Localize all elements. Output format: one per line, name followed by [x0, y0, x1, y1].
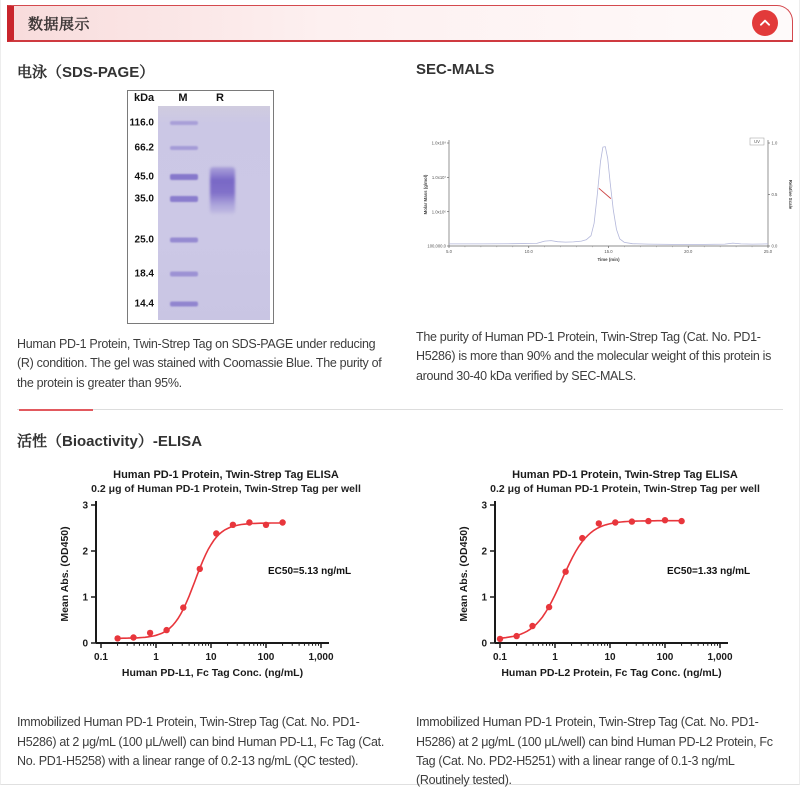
sds-page-column [1, 61, 400, 393]
bioactivity-title: 活性（Bioactivity）-ELISA [17, 433, 203, 451]
svg-text:1: 1 [481, 592, 487, 604]
svg-text:1,000: 1,000 [308, 652, 334, 664]
svg-text:3: 3 [481, 500, 487, 512]
sec-mals-column [400, 61, 799, 393]
gel-marker-kda: 35.0 [134, 193, 154, 205]
sds-page-caption: Human PD-1 Protein, Twin-Strep Tag on SDS-PAGE under reducing (R) condition. The gel was stained with Coomassie Blue. The purity of the protein is greater than 95%. [17, 337, 382, 390]
svg-text:Relative Scale: Relative Scale [788, 179, 793, 210]
svg-text:20.0: 20.0 [684, 249, 693, 254]
svg-text:5.0: 5.0 [446, 249, 452, 254]
gel-marker-band [170, 196, 198, 202]
svg-text:Time (min): Time (min) [597, 257, 620, 262]
svg-text:0.0: 0.0 [771, 243, 778, 249]
svg-text:10.0: 10.0 [524, 249, 533, 254]
elisa-chart-pd-l1 [56, 498, 396, 703]
svg-text:EC50=5.13 ng/mL: EC50=5.13 ng/mL [268, 566, 352, 578]
gel-marker-band [170, 121, 198, 125]
gel-marker-kda: 25.0 [134, 234, 154, 246]
sds-page-title: 电泳（SDS-PAGE） [17, 64, 155, 81]
svg-text:1.0: 1.0 [771, 140, 778, 146]
elisa-charts-section [1, 459, 799, 703]
svg-text:UV: UV [754, 139, 760, 144]
sec-mals-title: SEC-MALS [416, 61, 495, 78]
svg-text:10: 10 [604, 652, 616, 664]
gel-marker-lane-label: M [178, 92, 188, 104]
gel-marker-kda: 116.0 [129, 117, 154, 129]
gel-lane-header [128, 91, 273, 106]
svg-text:1.0x10⁷: 1.0x10⁷ [431, 174, 446, 180]
sec-mals-chart [418, 130, 800, 270]
top-section [1, 61, 799, 393]
svg-text:Mean Abs. (OD450): Mean Abs. (OD450) [59, 526, 71, 622]
svg-text:2: 2 [82, 546, 88, 558]
data-display-header [7, 5, 793, 42]
gel-marker-labels [128, 106, 157, 320]
gel-sample-lane-label: R [216, 92, 224, 104]
svg-text:Mean Abs. (OD450): Mean Abs. (OD450) [458, 526, 470, 622]
svg-text:100: 100 [656, 652, 674, 664]
svg-text:1: 1 [552, 652, 558, 664]
gel-marker-lane [158, 106, 270, 320]
svg-text:Human PD-L1, Fc Tag Conc. (ng/: Human PD-L1, Fc Tag Conc. (ng/mL) [121, 667, 304, 680]
svg-text:1.0x10⁶: 1.0x10⁶ [431, 209, 446, 215]
svg-text:0: 0 [481, 638, 487, 650]
svg-text:0.5: 0.5 [771, 192, 778, 198]
elisa-chart-title: Human PD-1 Protein, Twin-Strep Tag ELISA [512, 469, 738, 482]
svg-text:0.1: 0.1 [493, 652, 507, 664]
elisa-chart-block-pd-l1 [1, 459, 400, 703]
svg-text:15.0: 15.0 [604, 249, 613, 254]
gel-sample-band [210, 167, 235, 214]
scroll-top-button[interactable] [752, 10, 778, 36]
divider-accent [19, 409, 93, 412]
svg-text:2: 2 [481, 546, 487, 558]
svg-text:1: 1 [82, 592, 88, 604]
elisa-chart-block-pd-l2 [400, 459, 799, 703]
gel-marker-kda: 18.4 [134, 268, 154, 280]
elisa-chart-subtitle: 0.2 μg of Human PD-1 Protein, Twin-Strep Tag per well [490, 483, 760, 496]
gel-marker-band [170, 174, 198, 180]
page-title: 数据展示 [28, 15, 91, 33]
elisa-caption-pd-l1: Immobilized Human PD-1 Protein, Twin-Strep Tag (Cat. No. PD1-H5286) at 2 μg/mL (100 μL/well) can bind Human PD-L1, Fc Tag (Cat. No. PD1-H5258) with a linear range of 0.2-13 ng/mL (QC tested). [17, 715, 385, 768]
svg-text:1: 1 [153, 652, 159, 664]
gel-marker-band [170, 272, 198, 277]
svg-text:100: 100 [257, 652, 275, 664]
svg-text:Human PD-L2 Protein, Fc Tag Co: Human PD-L2 Protein, Fc Tag Conc. (ng/mL) [501, 667, 722, 680]
gel-marker-kda: 45.0 [134, 171, 154, 183]
chevron-up-icon [758, 16, 772, 30]
elisa-chart-pd-l2 [455, 498, 795, 703]
elisa-chart-title: Human PD-1 Protein, Twin-Strep Tag ELISA [113, 469, 339, 482]
gel-unit-label: kDa [134, 92, 155, 104]
svg-text:1,000: 1,000 [707, 652, 733, 664]
svg-text:1.0x10⁸: 1.0x10⁸ [431, 140, 446, 146]
sec-mals-caption: The purity of Human PD-1 Protein, Twin-Strep Tag (Cat. No. PD1-H5286) is more than 90% and the molecular weight of this protein is around 30-40 kDa verified by SEC-MALS. [416, 330, 772, 383]
svg-text:0.1: 0.1 [94, 652, 108, 664]
svg-text:10: 10 [205, 652, 217, 664]
gel-marker-kda: 14.4 [134, 298, 154, 310]
gel-marker-kda: 66.2 [134, 142, 154, 154]
svg-text:0: 0 [82, 638, 88, 650]
gel-marker-band [170, 146, 198, 150]
svg-text:100,000.0: 100,000.0 [427, 243, 446, 249]
svg-text:25.0: 25.0 [763, 249, 773, 254]
elisa-chart-subtitle: 0.2 μg of Human PD-1 Protein, Twin-Strep Tag per well [91, 483, 361, 496]
elisa-captions-section [1, 713, 799, 791]
section-divider [17, 409, 783, 410]
svg-text:3: 3 [82, 500, 88, 512]
svg-text:Molar Mass (g/mol): Molar Mass (g/mol) [423, 174, 428, 215]
gel-marker-band [170, 237, 198, 242]
gel-marker-band [170, 302, 198, 307]
elisa-caption-pd-l2: Immobilized Human PD-1 Protein, Twin-Strep Tag (Cat. No. PD1-H5286) at 2 μg/mL (100 μL/well) can bind Human PD-L2 Protein, Fc Tag (Cat. No. PD2-H5251) with a linear range of 0.1-3 ng/mL (Routinely tested). [416, 715, 773, 788]
svg-text:EC50=1.33 ng/mL: EC50=1.33 ng/mL [667, 566, 751, 578]
sds-gel-figure [127, 90, 274, 324]
